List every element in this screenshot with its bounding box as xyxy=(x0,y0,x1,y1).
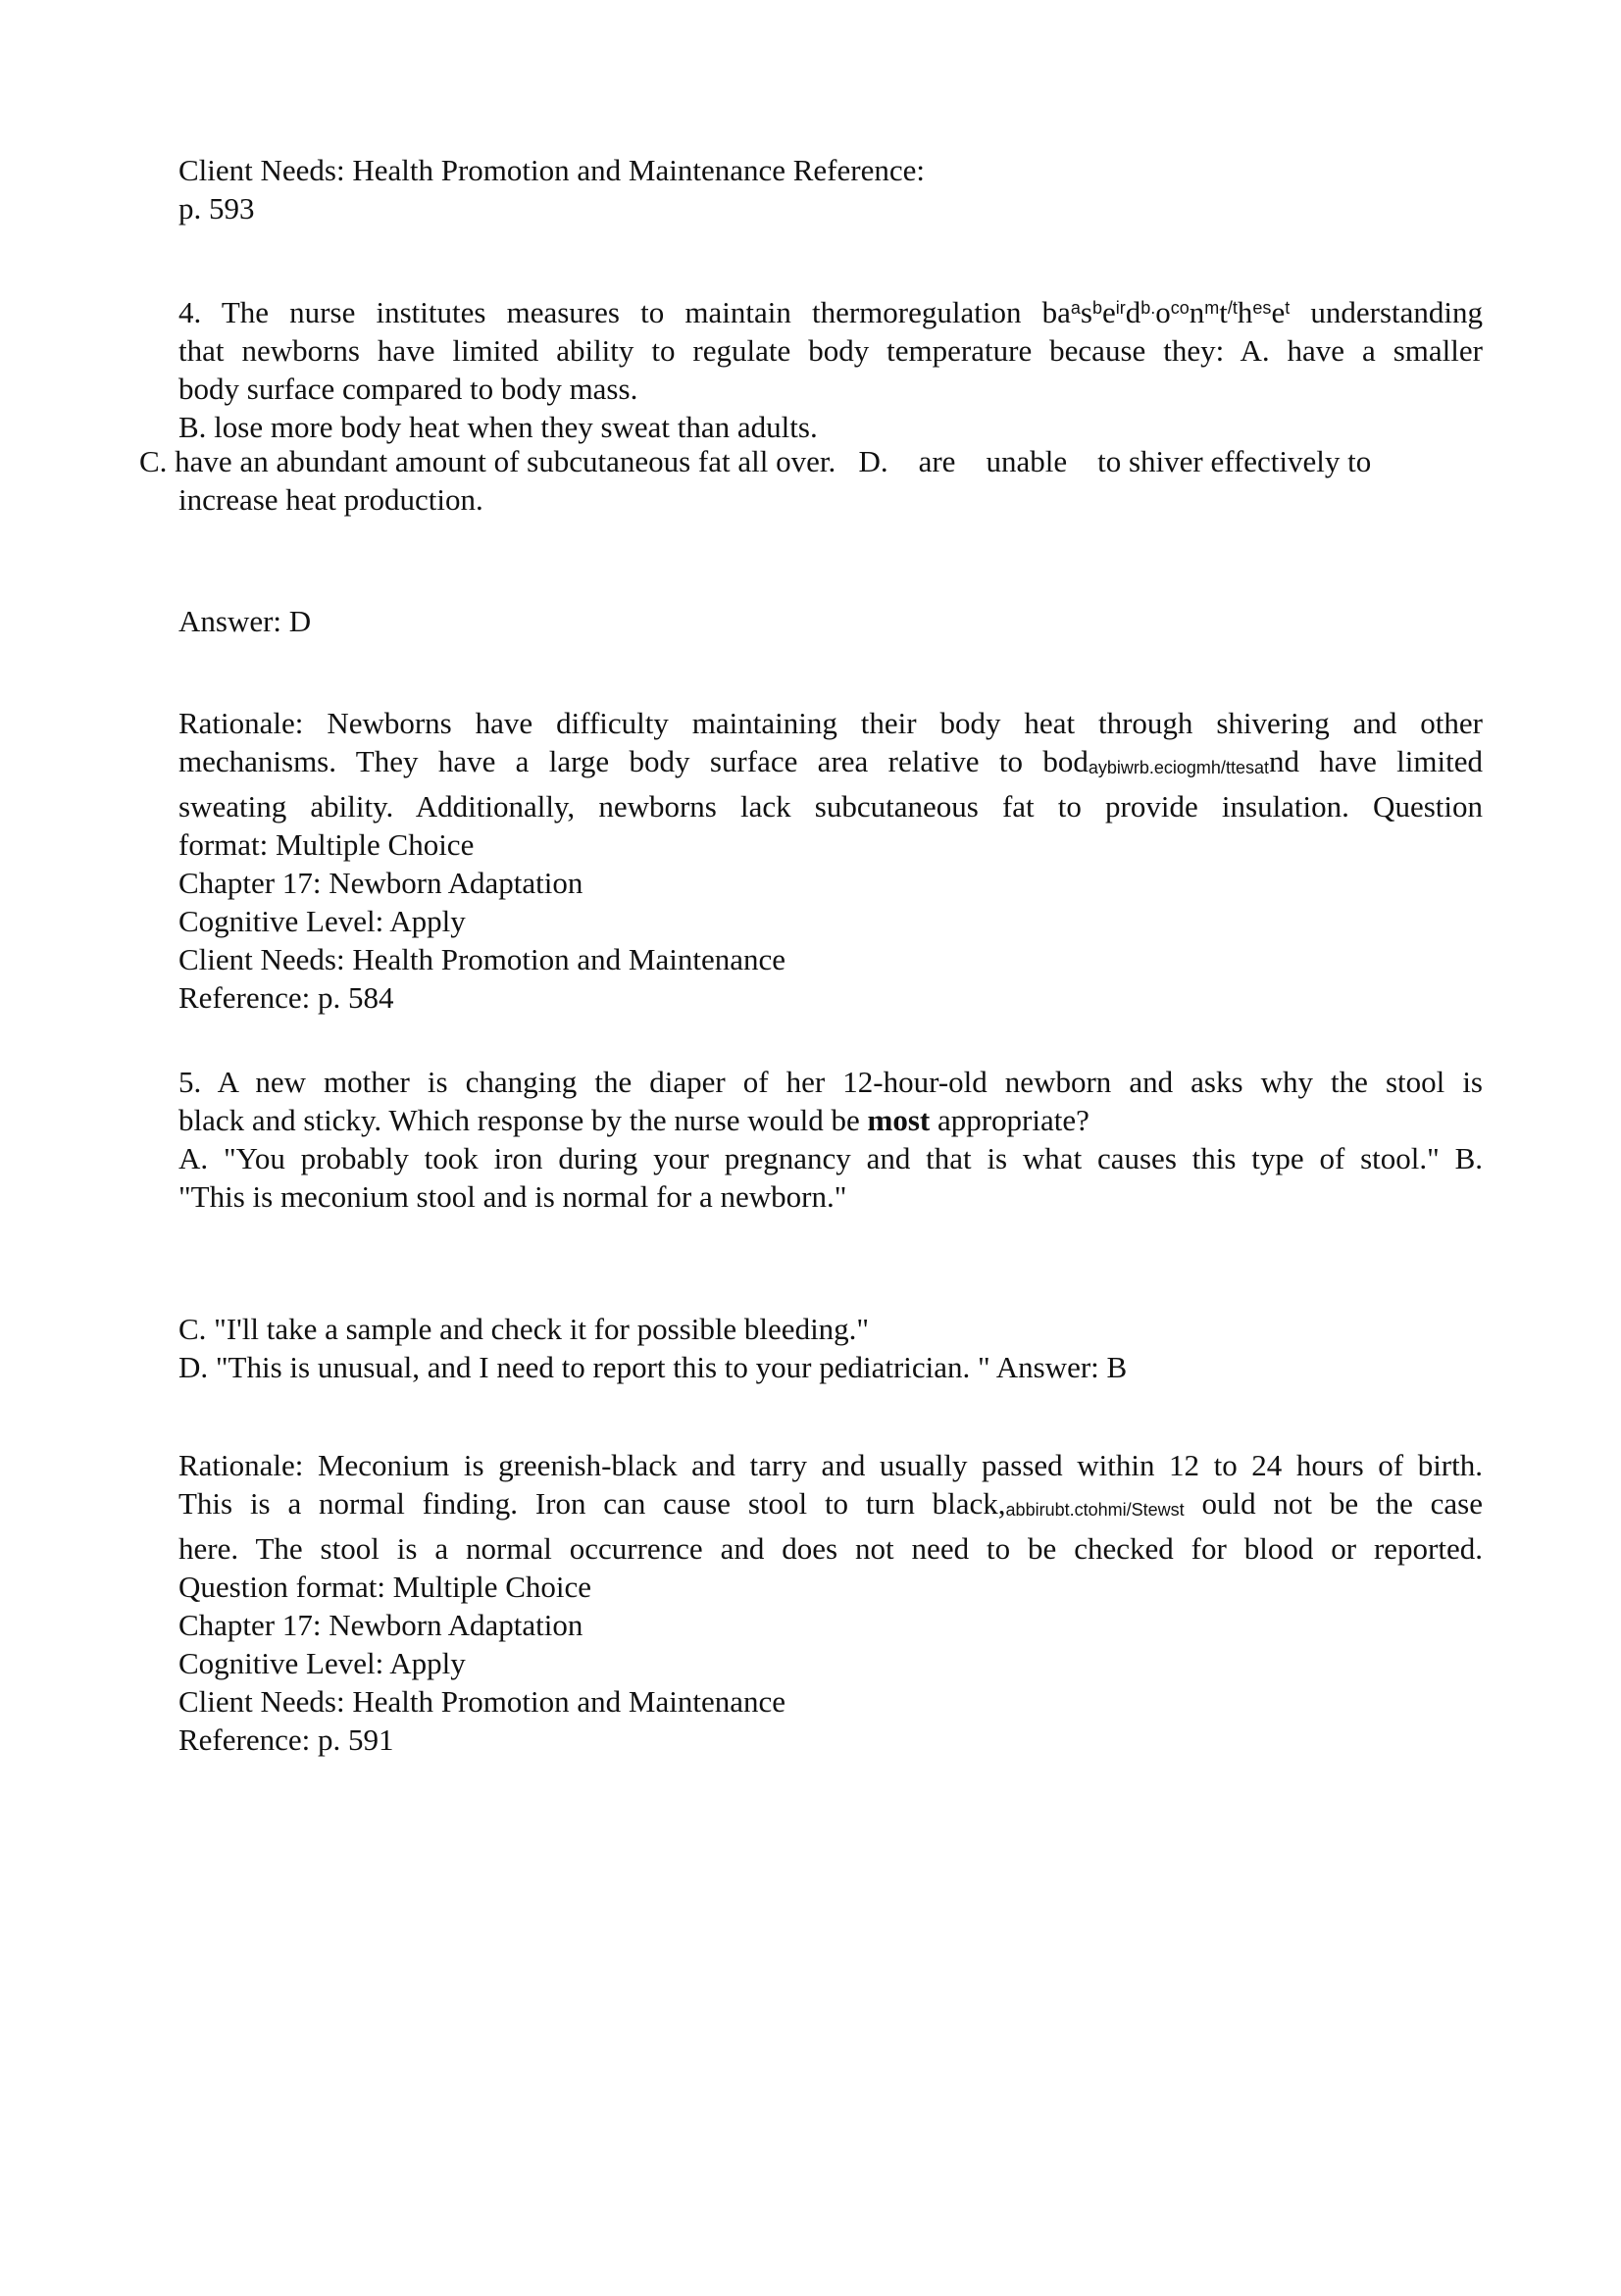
rationale-line-3: sweating ability. Additionally, newborns lack subcutaneous fat to provide insulation. Question xyxy=(178,789,1483,824)
client-needs-reference-line: Client Needs: Health Promotion and Maintenance Reference: xyxy=(178,153,925,187)
question-format: format: Multiple Choice xyxy=(178,827,475,862)
rationale-line-1: Rationale: Meconium is greenish-black and tarry and usually passed within 12 to 24 hours of birth. xyxy=(178,1448,1483,1482)
previous-question-metadata xyxy=(178,151,1483,227)
reference: Reference: p. 584 xyxy=(178,980,394,1015)
question-4-stem-line-1: 4. The nurse institutes measures to maintain thermoregulation $ba^as^be^{ir}d^{b.}o^{co}n^mt^{/t}h^{es}e^t$ understanding xyxy=(178,295,1484,329)
question-5-stem-line-1: 5. A new mother is changing the diaper of her 12-hour-old newborn and asks why the stool is xyxy=(178,1065,1483,1099)
question-4-stem xyxy=(178,289,1483,446)
question-format: Question format: Multiple Choice xyxy=(178,1570,592,1604)
question-5-options-c-d xyxy=(178,1310,1483,1386)
rationale-line-1: Rationale: Newborns have difficulty maintaining their body heat through shivering and other xyxy=(178,706,1483,740)
question-5-rationale xyxy=(178,1446,1483,1759)
client-needs: Client Needs: Health Promotion and Maintenance xyxy=(178,942,785,976)
emphasis-most: most xyxy=(867,1103,931,1137)
chapter: Chapter 17: Newborn Adaptation xyxy=(178,866,583,900)
watermark-text: aybiwrb.eciogmh/ttesat xyxy=(1088,758,1269,777)
cognitive-level: Cognitive Level: Apply xyxy=(178,904,466,938)
client-needs: Client Needs: Health Promotion and Maintenance xyxy=(178,1684,785,1719)
watermark-text: $^as^be^{ir}d^{b.}o^{co}n^mt^{/t}h^{es}e^t$ xyxy=(1070,295,1291,329)
question-5-stem xyxy=(178,1063,1483,1216)
watermark-text: abbirubt.ctohmi/Stewst xyxy=(1005,1500,1185,1520)
question-4-option-d-cont: increase heat production. xyxy=(178,482,483,517)
question-5-option-a: A. "You probably took iron during your pregnancy and that is what causes this type of stool." B. xyxy=(178,1141,1483,1175)
question-4-option-b: B. lose more body heat when they sweat than adults. xyxy=(178,410,818,444)
question-4-option-a-cont: body surface compared to body mass. xyxy=(178,372,638,406)
question-4-answer: Answer: D xyxy=(178,604,312,638)
question-4-option-c-d: C. have an abundant amount of subcutaneous fat all over. D. are unable to shiver effectively to xyxy=(139,444,1372,478)
reference-page: p. 593 xyxy=(178,191,255,225)
question-5-stem-line-2: black and sticky. Which response by the nurse would be most appropriate? xyxy=(178,1103,1089,1137)
question-4-rationale xyxy=(178,704,1483,1017)
rationale-line-3: here. The stool is a normal occurrence and does not need to be checked for blood or reported. xyxy=(178,1531,1483,1566)
question-5-option-c: C. "I'll take a sample and check it for possible bleeding." xyxy=(178,1312,870,1346)
reference: Reference: p. 591 xyxy=(178,1722,394,1757)
chapter: Chapter 17: Newborn Adaptation xyxy=(178,1608,583,1642)
question-4-options-c-d xyxy=(139,442,1483,519)
question-5-option-d-answer: D. "This is unusual, and I need to report this to your pediatrician. " Answer: B xyxy=(178,1350,1128,1384)
question-4-stem-line-2: that newborns have limited ability to regulate body temperature because they: A. have a smaller xyxy=(178,333,1483,368)
rationale-line-2: mechanisms. They have a large body surface area relative to bodaybiwrb.eciogmh/ttesatnd have limited xyxy=(178,744,1483,778)
question-5-option-b: "This is meconium stool and is normal for a newborn." xyxy=(178,1179,847,1214)
cognitive-level: Cognitive Level: Apply xyxy=(178,1646,466,1680)
rationale-line-2: This is a normal finding. Iron can cause stool to turn black,abbirubt.ctohmi/Stewst ould not be the case xyxy=(178,1486,1483,1521)
